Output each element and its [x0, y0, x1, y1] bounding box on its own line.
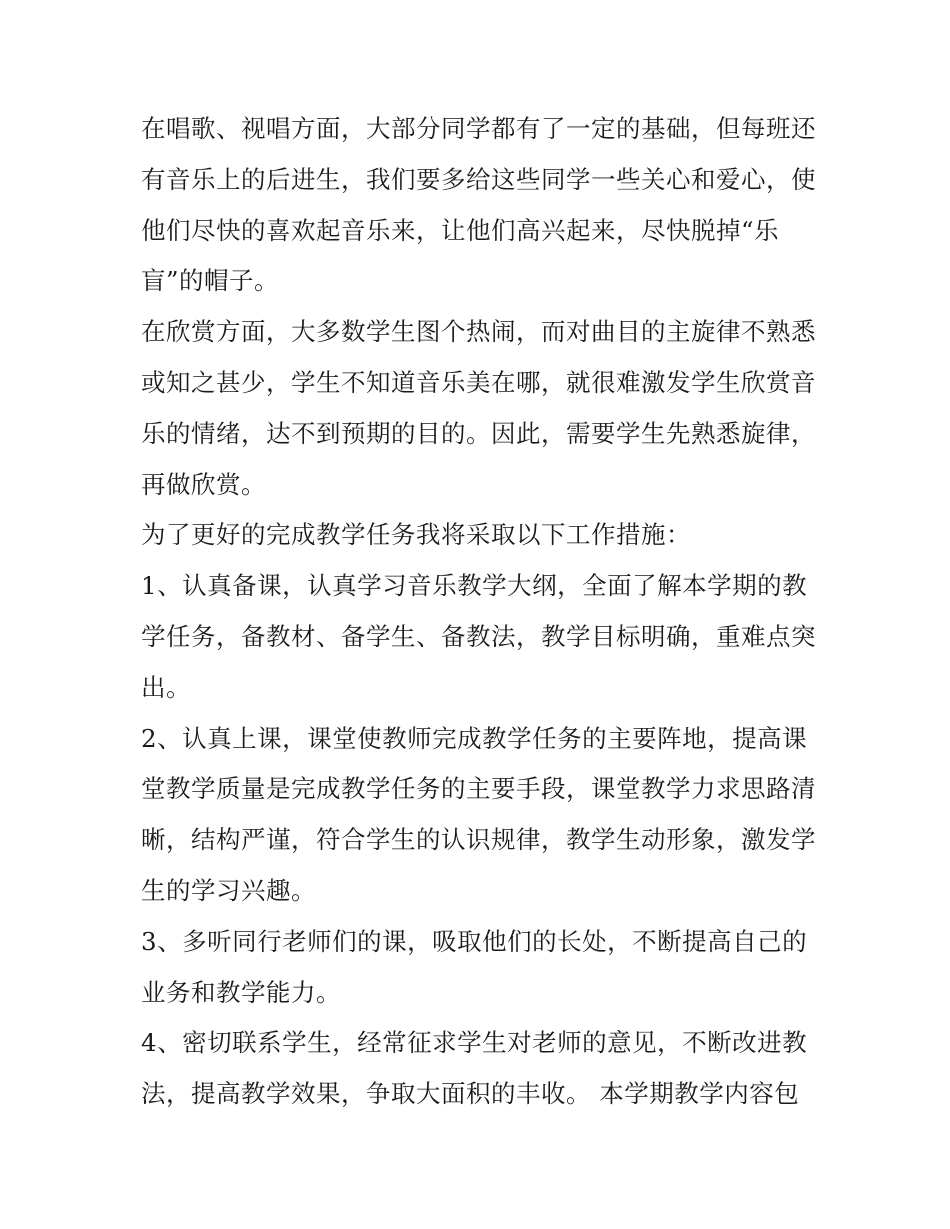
text-line: 乐的情绪，达不到预期的目的。因此，需要学生先熟悉旋律，: [141, 418, 816, 448]
text-line: 法，提高教学效果，争取大面积的丰收。 本学期教学内容包: [141, 1079, 800, 1109]
text-line: 堂教学质量是完成教学任务的主要手段，课堂教学力求思路清: [141, 774, 816, 804]
document-body: [141, 104, 816, 1120]
text-line: 在唱歌、视唱方面，大部分同学都有了一定的基础，但每班还: [141, 114, 816, 143]
text-line: 2、认真上课，课堂使教师完成教学任务的主要阵地，提高课: [141, 723, 808, 753]
text-line: 盲”的帽子。: [141, 266, 280, 296]
text-line: 3、多听同行老师们的课，吸取他们的长处，不断提高自己的: [141, 926, 808, 956]
text-line: 在欣赏方面，大多数学生图个热闹，而对曲目的主旋律不熟悉: [141, 317, 816, 347]
text-line: 生的学习兴趣。: [141, 875, 316, 905]
text-line: 他们尽快的喜欢起音乐来，让他们高兴起来，尽快脱掉“乐: [141, 215, 780, 245]
text-line: 或知之甚少，学生不知道音乐美在哪，就很难激发学生欣赏音: [141, 367, 816, 397]
text-line: 再做欣赏。: [141, 469, 266, 499]
text-line: 1、认真备课，认真学习音乐教学大纲，全面了解本学期的教: [141, 571, 808, 601]
text-line: 4、密切联系学生，经常征求学生对老师的意见，不断改进教: [141, 1028, 808, 1058]
text-line: 学任务，备教材、备学生、备教法，教学目标明确，重难点突: [141, 621, 816, 651]
text-line: 晰，结构严谨，符合学生的认识规律，教学生动形象，激发学: [141, 825, 816, 855]
text-line: 出。: [141, 672, 191, 702]
text-line: 为了更好的完成教学任务我将采取以下工作措施：: [141, 520, 691, 550]
text-line: 业务和教学能力。: [141, 977, 341, 1007]
text-line: 有音乐上的后进生，我们要多给这些同学一些关心和爱心，使: [141, 164, 816, 194]
